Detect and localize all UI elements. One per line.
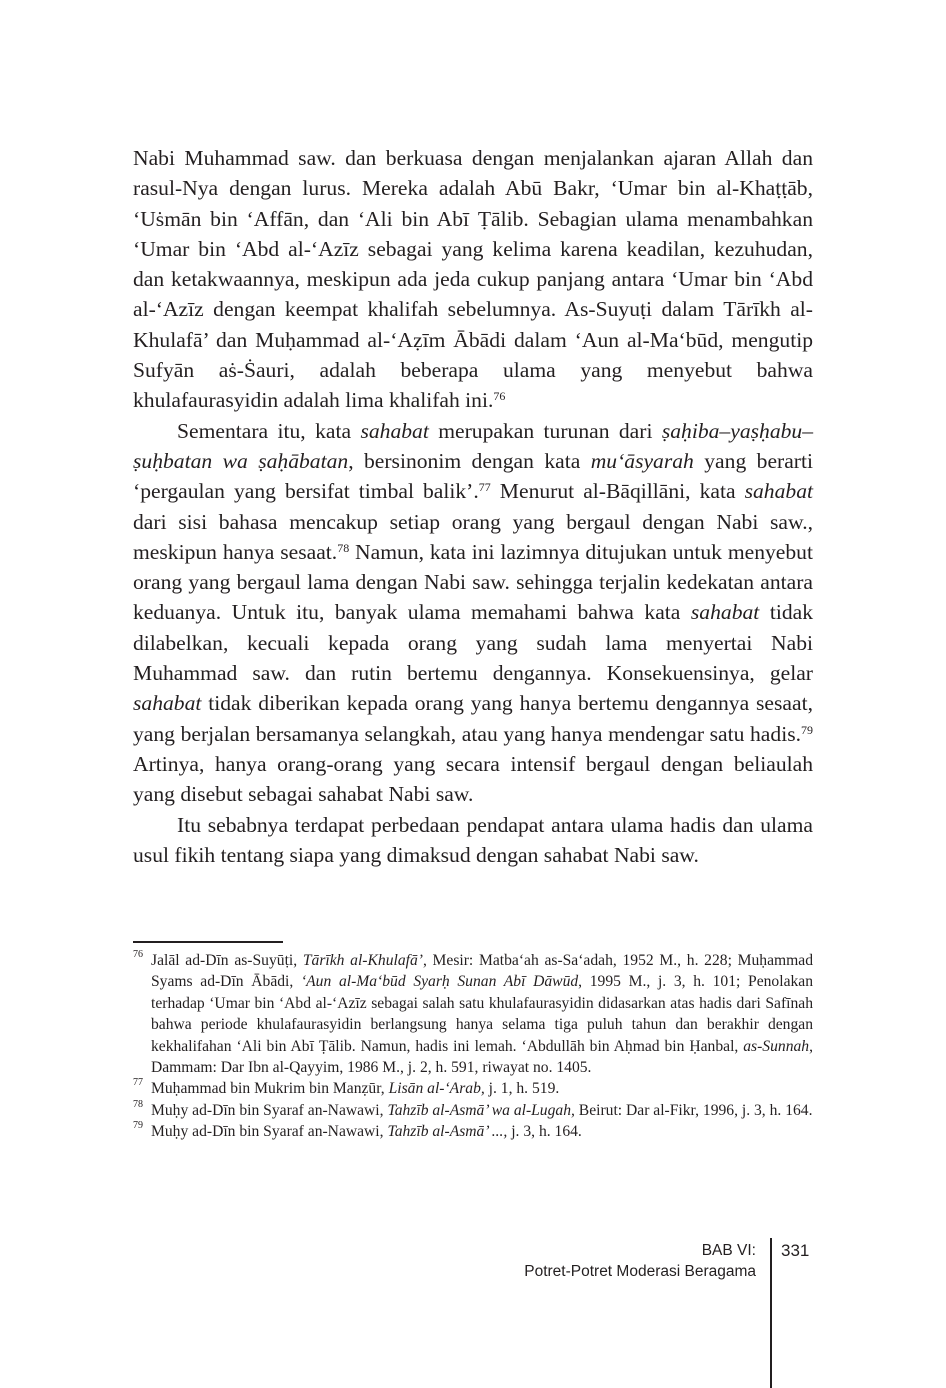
paragraph-1 — [133, 143, 813, 416]
page-number: 331 — [781, 1241, 810, 1260]
footnotes — [133, 950, 813, 1143]
footer-vertical-rule — [770, 1238, 772, 1388]
chapter-label: BAB VI: — [701, 1242, 756, 1259]
footnote-number: 79 — [133, 1120, 143, 1132]
paragraph-1-text: Nabi Muhammad saw. dan berkuasa dengan menjalankan ajaran Allah dan rasul-Nya dengan lurus. Mereka adalah Abū Bakr, ‘Umar bin al-Khaṭṭāb, ‘Uṡmān bin ‘Affān, dan ‘Ali bin Abī Ṭālib. Sebagian ulama menambahkan ‘Umar bin ‘Abd al-‘Azīz sebagai yang kelima karena keadilan, kezuhudan, dan ketakwaannya, meskipun ada jeda cukup panjang antara ‘Umar bin ‘Abd al-‘Azīz dengan keempat khalifah sebelumnya. As-Suyuṭi dalam Tārīkh al-Khulafā’ dan Muḥammad al-‘Aẓīm Ābādi dalam ‘Aun al-Ma‘būd, mengutip Sufyān aṡ-Ṡauri, adalah beberapa ulama yang menyebut bahwa khulafaurasyidin adalah lima khalifah ini. — [133, 146, 813, 413]
footnote-divider — [133, 941, 283, 943]
chapter-title: Potret-Potret Moderasi Beragama — [524, 1263, 756, 1280]
footnote-ref-77: 77 — [478, 480, 491, 495]
main-text — [133, 143, 813, 870]
footnote-77: 77 Muḥammad bin Mukrim bin Manẓūr, Lisān al-‘Arab, j. 1, h. 519. — [133, 1077, 560, 1098]
footnote-76: 76 Jalāl ad-Dīn as-Suyūṭi, Tārīkh al-Khulafā’, Mesir: Matba‘ah as-Sa‘adah, 1952 M., h. 228; Muḥammad Syams ad-Dīn Ābādi, ‘Aun al-Ma‘būd Syarḥ Sunan Abī Dāwūd, 1995 M., j. 3, h. 101; Penolakan terhadap ‘Umar bin ‘Abd al-‘Azīz sebagai salah satu khulafaurasyidin didasarkan atas hadis dari Safīnah bahwa periode khulafaurasyidin berlangsung hanya selama tiga puluh tahun dan berakhir dengan kekhalifahan ‘Ali bin Abī Ṭālib. Namun, hadis ini lemah. ‘Abdullāh bin Aḥmad bin Ḥanbal, as-Sunnah, Dammam: Dar Ibn al-Qayyim, 1986 M., j. 2, h. 591, riwayat no. 1405. — [133, 949, 814, 1077]
footnote-ref-78: 78 — [337, 540, 350, 555]
footnote-number: 77 — [133, 1077, 143, 1089]
footnote-number: 76 — [133, 949, 143, 960]
footnote-78: 78 Muḥy ad-Dīn bin Syaraf an-Nawawi, Tahzīb al-Asmā’ wa al-Lugah, Beirut: Dar al-Fikr, 1996, j. 3, h. 164. — [133, 1098, 813, 1119]
footnote-79: 79 Muḥy ad-Dīn bin Syaraf an-Nawawi, Tahzīb al-Asmā’ ..., j. 3, h. 164. — [133, 1120, 582, 1141]
footnote-number: 78 — [133, 1098, 143, 1110]
footnote-ref-79: 79 — [801, 722, 813, 737]
footnote-ref-76: 76 — [493, 389, 506, 404]
paragraph-3: Itu sebabnya terdapat perbedaan pendapat antara ulama hadis dan ulama usul fikih tentang siapa yang dimaksud dengan sahabat Nabi saw. — [133, 812, 813, 867]
running-footer — [524, 1240, 756, 1282]
paragraph-2: Sementara itu, kata sahabat merupakan turunan dari ṣaḥiba–yaṣḥabu–ṣuḥbatan wa ṣaḥābatan, bersinonim dengan kata mu‘āsyarah yang berarti ‘pergaulan yang bersifat timbal balik’.$^{77}$ Menurut al-Bāqillāni, kata sahabat dari sisi bahasa mencakup setiap orang yang bergaul dengan Nabi saw., meskipun hanya sesaat.$^{78}$ Namun, kata ini lazimnya ditujukan untuk menyebut orang yang bergaul lama dengan Nabi saw. sehingga terjalin kedekatan antara keduanya. Untuk itu, banyak ulama memahami bahwa kata sahabat tidak dilabelkan, kecuali kepada orang yang sudah lama menyertai Nabi Muhammad saw. dan rutin bertemu dengannya. Konsekuensinya, gelar sahabat tidak diberikan kepada orang yang hanya bertemu dengannya sesaat, yang berjalan bersamanya selangkah, atau yang hanya mendengar satu hadis.$^{79}$ Artinya, hanya orang-orang yang secara intensif bergaul dengan beliaulah yang disebut sebagai sahabat Nabi saw. — [133, 418, 813, 807]
